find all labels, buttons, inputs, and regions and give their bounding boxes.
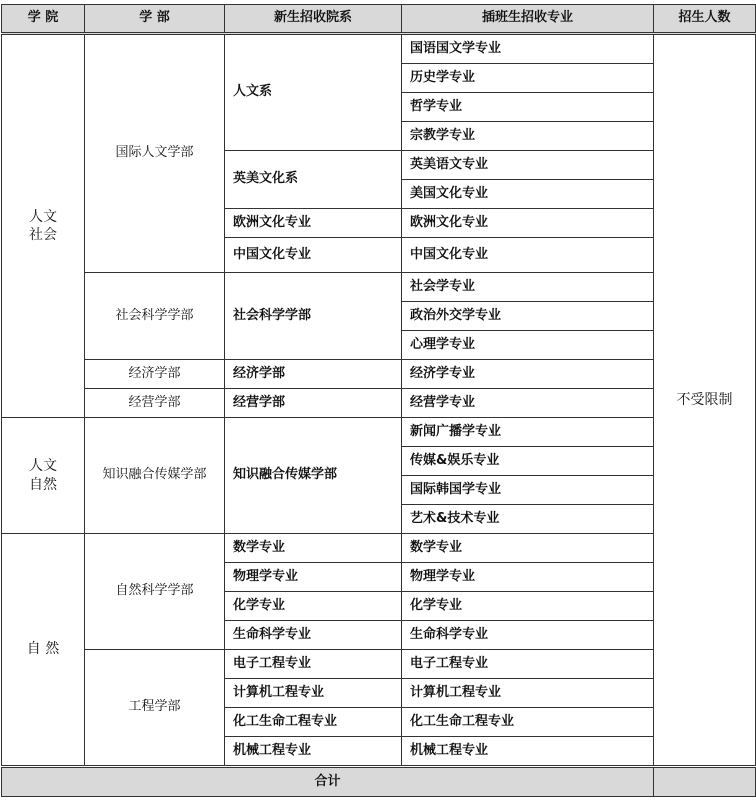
major-cell: 传媒&娱乐专业 bbox=[402, 447, 654, 476]
major-cell: 新闻广播学专业 bbox=[402, 418, 654, 447]
major-cell: 生命科学专业 bbox=[402, 621, 654, 650]
major-cell: 国际韩国学专业 bbox=[402, 476, 654, 505]
major-cell: 物理学专业 bbox=[402, 563, 654, 592]
header-college: 学 院 bbox=[2, 5, 85, 34]
table-row bbox=[2, 650, 756, 679]
table-row bbox=[2, 273, 756, 302]
dept-cell: 工程学部 bbox=[85, 650, 225, 767]
school-cell: 数学专业 bbox=[225, 534, 402, 563]
school-cell: 电子工程专业 bbox=[225, 650, 402, 679]
school-cell: 英美文化系 bbox=[225, 151, 402, 209]
school-cell: 欧洲文化专业 bbox=[225, 209, 402, 238]
major-cell: 宗教学专业 bbox=[402, 122, 654, 151]
major-cell: 英美语文专业 bbox=[402, 151, 654, 180]
total-label: 合计 bbox=[2, 767, 654, 797]
total-row bbox=[2, 767, 756, 797]
major-cell: 政治外交学专业 bbox=[402, 302, 654, 331]
admissions-table bbox=[1, 4, 756, 797]
school-cell: 物理学专业 bbox=[225, 563, 402, 592]
major-cell: 电子工程专业 bbox=[402, 650, 654, 679]
school-cell: 机械工程专业 bbox=[225, 737, 402, 767]
total-value bbox=[654, 767, 756, 797]
major-cell: 国语国文学专业 bbox=[402, 34, 654, 64]
school-cell: 中国文化专业 bbox=[225, 238, 402, 273]
school-cell: 人文系 bbox=[225, 34, 402, 151]
major-cell: 机械工程专业 bbox=[402, 737, 654, 767]
table-row bbox=[2, 34, 756, 64]
dept-cell: 自然科学学部 bbox=[85, 534, 225, 650]
school-cell: 知识融合传媒学部 bbox=[225, 418, 402, 534]
major-cell: 哲学专业 bbox=[402, 93, 654, 122]
major-cell: 欧洲文化专业 bbox=[402, 209, 654, 238]
major-cell: 美国文化专业 bbox=[402, 180, 654, 209]
major-cell: 计算机工程专业 bbox=[402, 679, 654, 708]
college-cell: 自 然 bbox=[2, 534, 85, 767]
dept-cell: 国际人文学部 bbox=[85, 34, 225, 273]
major-cell: 心理学专业 bbox=[402, 331, 654, 360]
dept-cell: 社会科学学部 bbox=[85, 273, 225, 360]
major-cell: 中国文化专业 bbox=[402, 238, 654, 273]
dept-cell: 知识融合传媒学部 bbox=[85, 418, 225, 534]
major-cell: 经营学专业 bbox=[402, 389, 654, 418]
school-cell: 化工生命工程专业 bbox=[225, 708, 402, 737]
table-row bbox=[2, 360, 756, 389]
header-new-students: 新生招收院系 bbox=[225, 5, 402, 34]
major-cell: 化工生命工程专业 bbox=[402, 708, 654, 737]
table-row bbox=[2, 418, 756, 447]
header-row bbox=[2, 5, 756, 34]
table-row bbox=[2, 389, 756, 418]
major-cell: 化学专业 bbox=[402, 592, 654, 621]
school-cell: 经营学部 bbox=[225, 389, 402, 418]
table-row bbox=[2, 534, 756, 563]
school-cell: 社会科学学部 bbox=[225, 273, 402, 360]
college-cell: 人文 自然 bbox=[2, 418, 85, 534]
major-cell: 数学专业 bbox=[402, 534, 654, 563]
major-cell: 艺术&技术专业 bbox=[402, 505, 654, 534]
header-transfer: 插班生招收专业 bbox=[402, 5, 654, 34]
major-cell: 社会学专业 bbox=[402, 273, 654, 302]
college-cell: 人文 社会 bbox=[2, 34, 85, 418]
school-cell: 化学专业 bbox=[225, 592, 402, 621]
dept-cell: 经济学部 bbox=[85, 360, 225, 389]
major-cell: 经济学专业 bbox=[402, 360, 654, 389]
school-cell: 生命科学专业 bbox=[225, 621, 402, 650]
dept-cell: 经营学部 bbox=[85, 389, 225, 418]
school-cell: 计算机工程专业 bbox=[225, 679, 402, 708]
count-cell: 不受限制 bbox=[654, 34, 756, 767]
header-count: 招生人数 bbox=[654, 5, 756, 34]
header-dept: 学 部 bbox=[85, 5, 225, 34]
major-cell: 历史学专业 bbox=[402, 64, 654, 93]
school-cell: 经济学部 bbox=[225, 360, 402, 389]
